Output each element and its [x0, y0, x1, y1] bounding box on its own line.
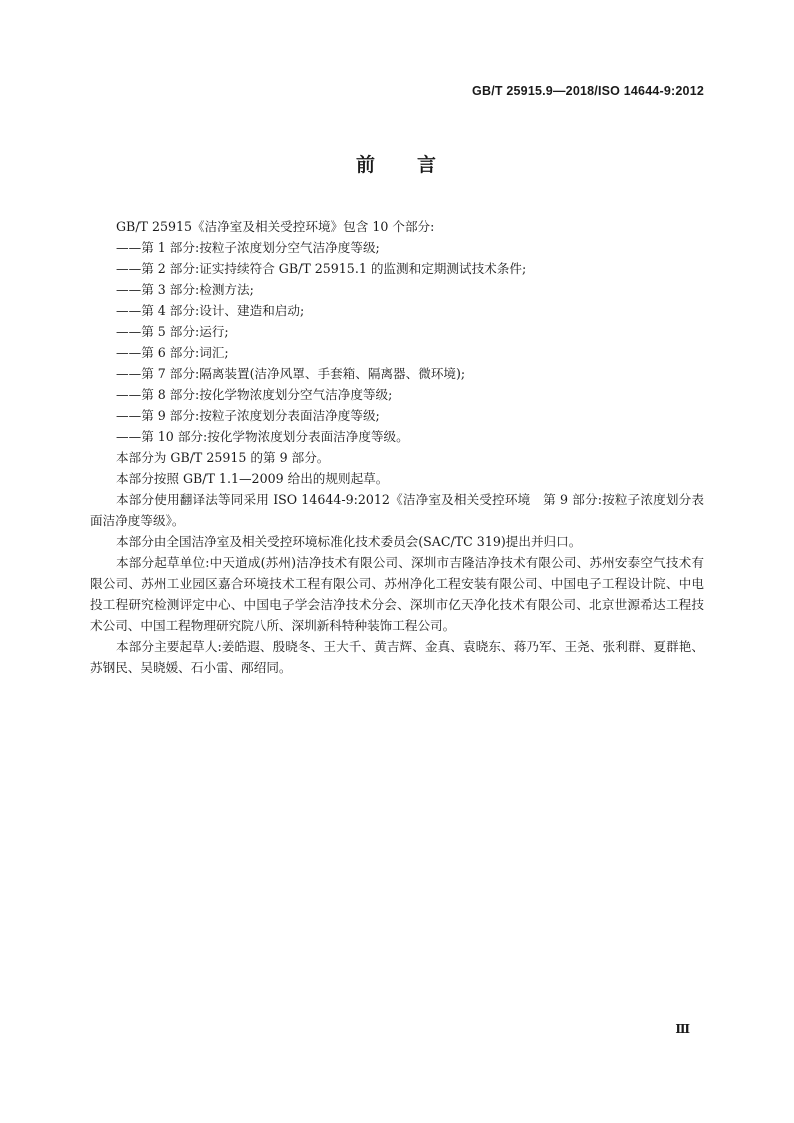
paragraph-adoption: 本部分使用翻译法等同采用 ISO 14644-9:2012《洁净室及相关受控环境 第 9 部分:按粒子浓度划分表面洁净度等级》。 — [90, 492, 704, 528]
title-char-2: 言 — [417, 154, 439, 176]
paragraph-committee: 本部分由全国洁净室及相关受控环境标准化技术委员会(SAC/TC 319)提出并归口。 — [116, 534, 582, 549]
paragraph-drafters: 本部分主要起草人:姜皓遐、殷晓冬、王大千、黄吉辉、金真、袁晓东、蒋乃军、王尧、张利群、夏群艳、苏钢民、吴晓媛、石小雷、邴绍同。 — [90, 639, 704, 675]
standard-code-header: GB/T 25915.9—2018/ISO 14644-9:2012 — [472, 84, 704, 98]
part-list-item: ——第 7 部分:隔离装置(洁净风罩、手套箱、隔离器、微环境); — [116, 366, 466, 381]
intro-line: GB/T 25915《洁净室及相关受控环境》包含 10 个部分: — [116, 219, 435, 234]
foreword-body — [90, 216, 704, 678]
title-char-1: 前 — [355, 154, 377, 176]
part-list-item: ——第 9 部分:按粒子浓度划分表面洁净度等级; — [116, 408, 380, 423]
part-list-item: ——第 2 部分:证实持续符合 GB/T 25915.1 的监测和定期测试技术条件; — [116, 261, 527, 276]
page-title — [0, 150, 794, 177]
part-list-item: ——第 3 部分:检测方法; — [116, 282, 254, 297]
part-list-item: ——第 4 部分:设计、建造和启动; — [116, 303, 305, 318]
part-list-item: ——第 5 部分:运行; — [116, 324, 229, 339]
part-list-item: ——第 8 部分:按化学物浓度划分空气洁净度等级; — [116, 387, 393, 402]
page-number: Ⅲ — [675, 1022, 690, 1036]
paragraph-part-number: 本部分为 GB/T 25915 的第 9 部分。 — [116, 450, 330, 465]
part-list-item: ——第 1 部分:按粒子浓度划分空气洁净度等级; — [116, 240, 380, 255]
part-list-item: ——第 10 部分:按化学物浓度划分表面洁净度等级。 — [116, 429, 409, 444]
paragraph-drafting-units: 本部分起草单位:中天道成(苏州)洁净技术有限公司、深圳市吉隆洁净技术有限公司、苏州安泰空气技术有限公司、苏州工业园区嘉合环境技术工程有限公司、苏州净化工程安装有限公司、中国电子工程设计院、中电投工程研究检测评定中心、中国电子学会洁净技术分会、深圳市亿天净化技术有限公司、北京世源希达工程技术公司、中国工程物理研究院八所、深圳新科特种装饰工程公司。 — [90, 555, 704, 633]
paragraph-drafting-rules: 本部分按照 GB/T 1.1—2009 给出的规则起草。 — [116, 471, 389, 486]
part-list-item: ——第 6 部分:词汇; — [116, 345, 229, 360]
